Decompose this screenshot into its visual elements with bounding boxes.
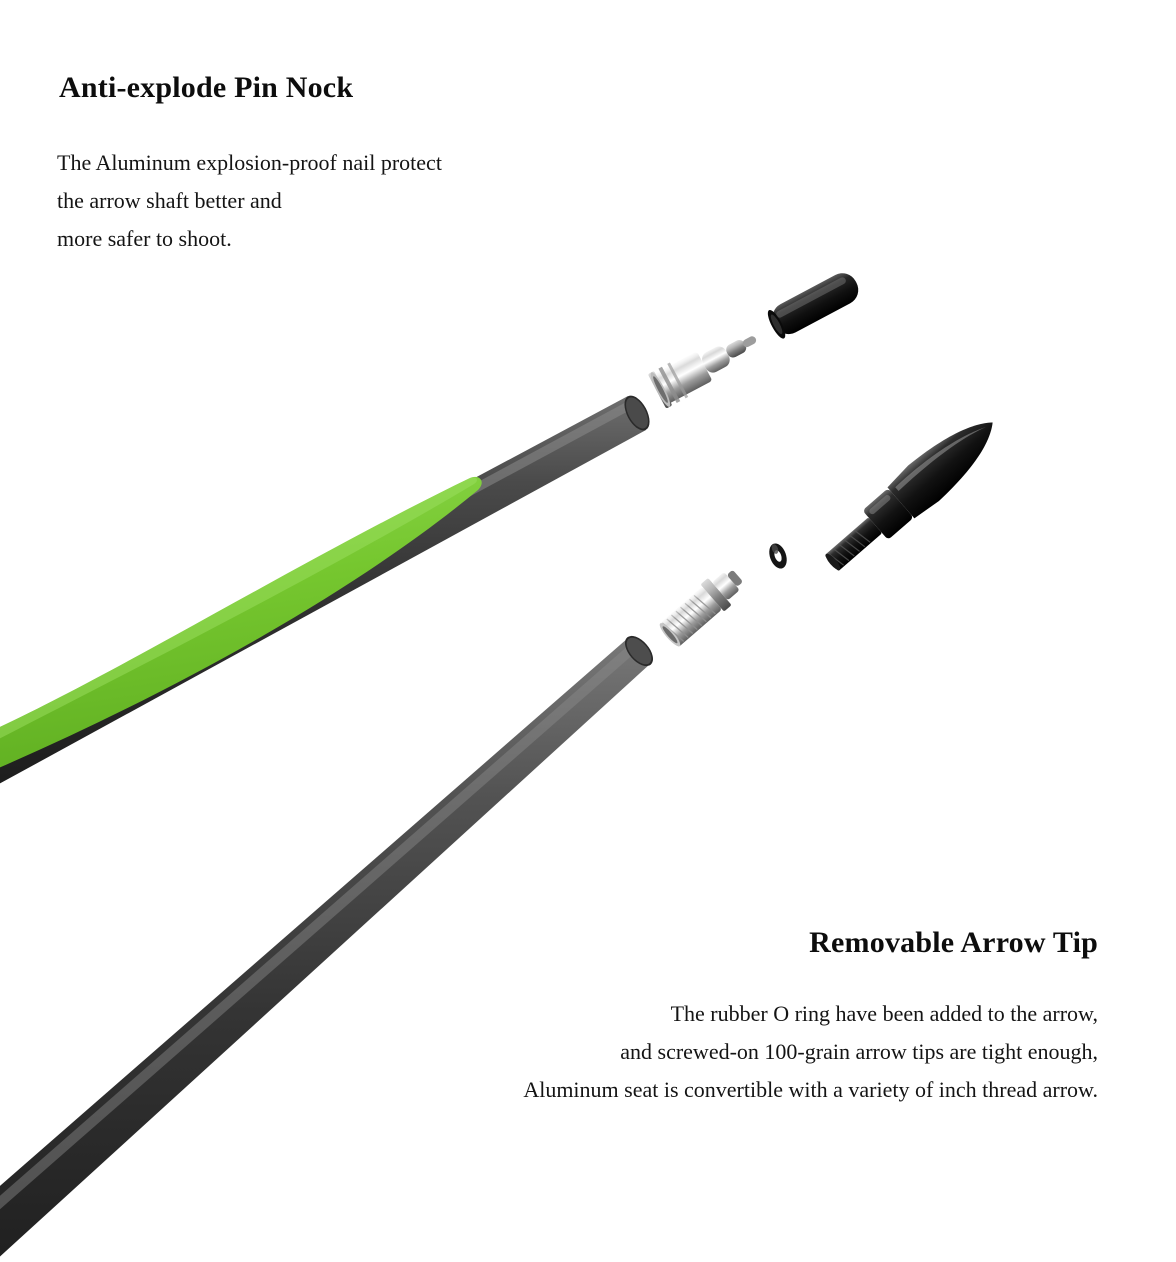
removable-arrow-tip-section [523, 925, 1098, 1109]
black-nock [765, 268, 864, 341]
screw-on-field-point [815, 405, 1008, 582]
rubber-o-ring [766, 541, 790, 571]
anti-explode-pin-nock-section [57, 70, 442, 258]
aluminum-pin-nock [648, 322, 765, 409]
tip-heading: Removable Arrow Tip [809, 926, 1098, 959]
nock-description [57, 144, 442, 258]
nock-heading: Anti-explode Pin Nock [59, 71, 354, 104]
nock-description-line-2: the arrow shaft better and [57, 188, 282, 213]
aluminum-insert-seat [655, 562, 750, 651]
nock-description-line-3: more safer to shoot. [57, 226, 232, 251]
tip-description-line-3: Aluminum seat is convertible with a variety of inch thread arrow. [523, 1077, 1098, 1102]
nock-description-line-1: The Aluminum explosion-proof nail protect [57, 150, 442, 175]
tip-description-line-2: and screwed-on 100-grain arrow tips are tight enough, [620, 1039, 1098, 1064]
tip-description [523, 995, 1098, 1109]
tip-description-line-1: The rubber O ring have been added to the arrow, [670, 1001, 1098, 1026]
